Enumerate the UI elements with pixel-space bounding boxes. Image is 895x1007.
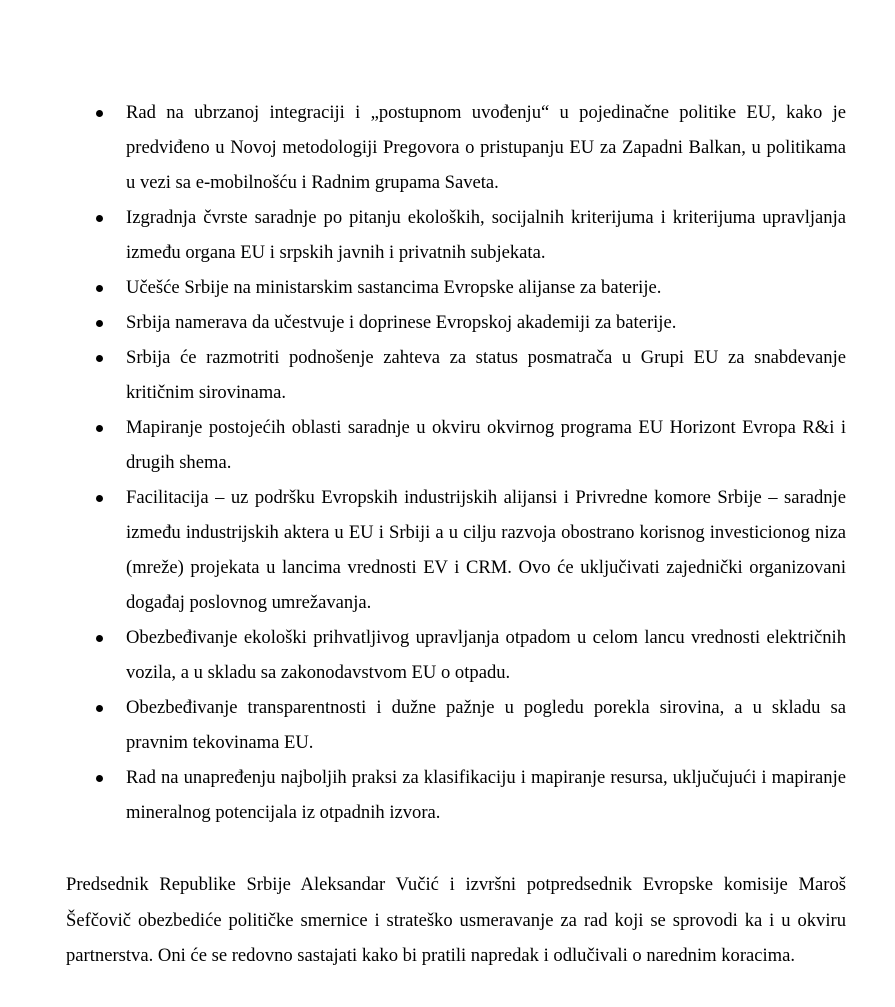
bullet-text: Obezbeđivanje ekološki prihvatljivog upravljanja otpadom u celom lancu vrednosti električnih vozila, a u skladu sa zakonodavstvom EU o otpadu. (126, 627, 846, 683)
closing-paragraph: Predsednik Republike Srbije Aleksandar Vučić i izvršni potpredsednik Evropske komisije Maroš Šefčovič obezbediće političke smernice i strateško usmeravanje za rad koji se sprovodi ka i u okviru partnerstva. Oni će se redovno sastajati kako bi pratili napredak i odlučivali o narednim koracima. (66, 874, 846, 966)
bullet-icon (96, 215, 103, 222)
list-item (88, 305, 846, 340)
list-item (88, 95, 846, 200)
list-item (88, 200, 846, 270)
list-item (88, 620, 846, 690)
bullet-text: Srbija će razmotriti podnošenje zahteva za status posmatrača u Grupi EU za snabdevanje kritičnim sirovinama. (126, 347, 846, 403)
bullet-list (88, 95, 846, 830)
list-item (88, 480, 846, 620)
bullet-icon (96, 425, 103, 432)
list-item (88, 760, 846, 830)
bullet-text: Rad na ubrzanoj integraciji i „postupnom uvođenju“ u pojedinačne politike EU, kako je predviđeno u Novoj metodologiji Pregovora o pristupanju EU za Zapadni Balkan, u politikama u vezi sa e-mobilnošću i Radnim grupama Saveta. (126, 102, 846, 193)
bullet-icon (96, 635, 103, 642)
bullet-text: Facilitacija – uz podršku Evropskih industrijskih alijansi i Privredne komore Srbije – saradnje između industrijskih aktera u EU i Srbiji a u cilju razvoja obostrano korisnog investicionog niza (mreže) projekata u lancima vrednosti EV i CRM. Ovo će uključivati zajednički organizovani događaj poslovnog umrežavanja. (126, 487, 846, 613)
list-item (88, 690, 846, 760)
bullet-icon (96, 320, 103, 327)
bullet-text: Obezbeđivanje transparentnosti i dužne pažnje u pogledu porekla sirovina, a u skladu sa pravnim tekovinama EU. (126, 697, 846, 753)
bullet-text: Učešće Srbije na ministarskim sastancima Evropske alijanse za baterije. (126, 277, 662, 298)
bullet-text: Srbija namerava da učestvuje i doprinese Evropskoj akademiji za baterije. (126, 312, 677, 333)
bullet-text: Izgradnja čvrste saradnje po pitanju ekoloških, socijalnih kriterijuma i kriterijuma upravljanja između organa EU i srpskih javnih i privatnih subjekata. (126, 207, 846, 263)
bullet-text: Rad na unapređenju najboljih praksi za klasifikaciju i mapiranje resursa, uključujući i mapiranje mineralnog potencijala iz otpadnih izvora. (126, 767, 846, 823)
bullet-icon (96, 775, 103, 782)
bullet-icon (96, 495, 103, 502)
bullet-text: Mapiranje postojećih oblasti saradnje u okviru okvirnog programa EU Horizont Evropa R&i i drugih shema. (126, 417, 846, 473)
list-item (88, 270, 846, 305)
bullet-icon (96, 110, 103, 117)
bullet-icon (96, 355, 103, 362)
list-item (88, 410, 846, 480)
list-item (88, 340, 846, 410)
bullet-icon (96, 705, 103, 712)
bullet-icon (96, 285, 103, 292)
